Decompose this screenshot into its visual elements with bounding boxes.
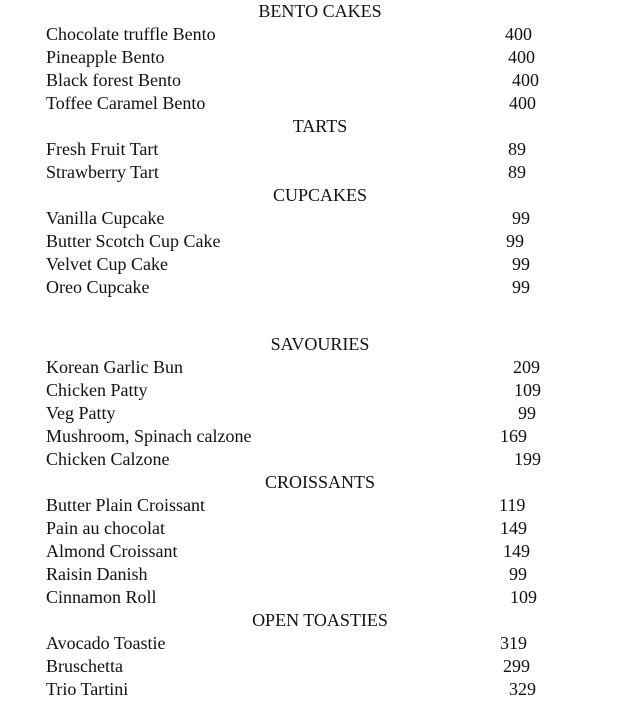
menu-item-name: Mushroom, Spinach calzone (46, 426, 252, 446)
menu-item-name: Velvet Cup Cake (46, 254, 168, 274)
menu-item-name: Korean Garlic Bun (46, 357, 183, 377)
menu-item-price: 109 (514, 380, 541, 400)
section-heading: CUPCAKES (272, 185, 368, 205)
menu-item-price: 400 (508, 47, 535, 67)
menu-item-price: 329 (509, 679, 536, 699)
section-heading: SAVOURIES (270, 334, 370, 354)
menu-item-price: 199 (514, 449, 541, 469)
menu-item-name: Trio Tartini (46, 679, 129, 699)
menu-item-price: 99 (512, 277, 530, 297)
menu-item-name: Strawberry Tart (46, 162, 159, 182)
menu-item-name: Cinnamon Roll (46, 587, 157, 607)
menu-item-name: Black forest Bento (46, 70, 181, 90)
menu-item-name: Avocado Toastie (46, 633, 166, 653)
menu-item-name: Butter Scotch Cup Cake (46, 231, 221, 251)
menu-item-name: Pineapple Bento (46, 47, 165, 67)
menu-item-price: 400 (505, 24, 532, 44)
menu-item-price: 99 (509, 564, 527, 584)
section-heading: CROISSANTS (264, 472, 376, 492)
section-heading: TARTS (292, 116, 348, 136)
menu-item-price: 169 (500, 426, 527, 446)
menu-item-name: Butter Plain Croissant (46, 495, 205, 515)
menu-item-name: Vanilla Cupcake (46, 208, 165, 228)
menu-item-name: Almond Croissant (46, 541, 178, 561)
menu-item-price: 119 (499, 495, 526, 515)
menu-item-name: Raisin Danish (46, 564, 148, 584)
section-heading: BENTO CAKES (258, 1, 382, 21)
menu-item-name: Pain au chocolat (46, 518, 165, 538)
menu-item-price: 109 (510, 587, 537, 607)
menu-item-name: Fresh Fruit Tart (46, 139, 159, 159)
menu-item-price: 99 (506, 231, 524, 251)
menu-item-price: 149 (500, 518, 527, 538)
menu-item-name: Oreo Cupcake (46, 277, 150, 297)
menu-item-price: 209 (513, 357, 540, 377)
menu-item-name: Veg Patty (46, 403, 116, 423)
menu-item-price: 149 (503, 541, 530, 561)
menu-item-price: 89 (508, 162, 526, 182)
menu-item-price: 99 (512, 254, 530, 274)
menu-item-price: 89 (508, 139, 526, 159)
menu-item-price: 400 (512, 70, 539, 90)
section-heading: OPEN TOASTIES (252, 610, 388, 630)
menu-item-price: 299 (503, 656, 530, 676)
menu-item-name: Chicken Patty (46, 380, 148, 400)
menu-item-name: Chocolate truffle Bento (46, 24, 216, 44)
menu-item-name: Toffee Caramel Bento (46, 93, 206, 113)
menu-item-price: 400 (509, 93, 536, 113)
menu-item-name: Chicken Calzone (46, 449, 170, 469)
menu-item-price: 319 (500, 633, 527, 653)
menu-item-price: 99 (518, 403, 536, 423)
menu-item-name: Bruschetta (46, 656, 123, 676)
menu-item-price: 99 (512, 208, 530, 228)
